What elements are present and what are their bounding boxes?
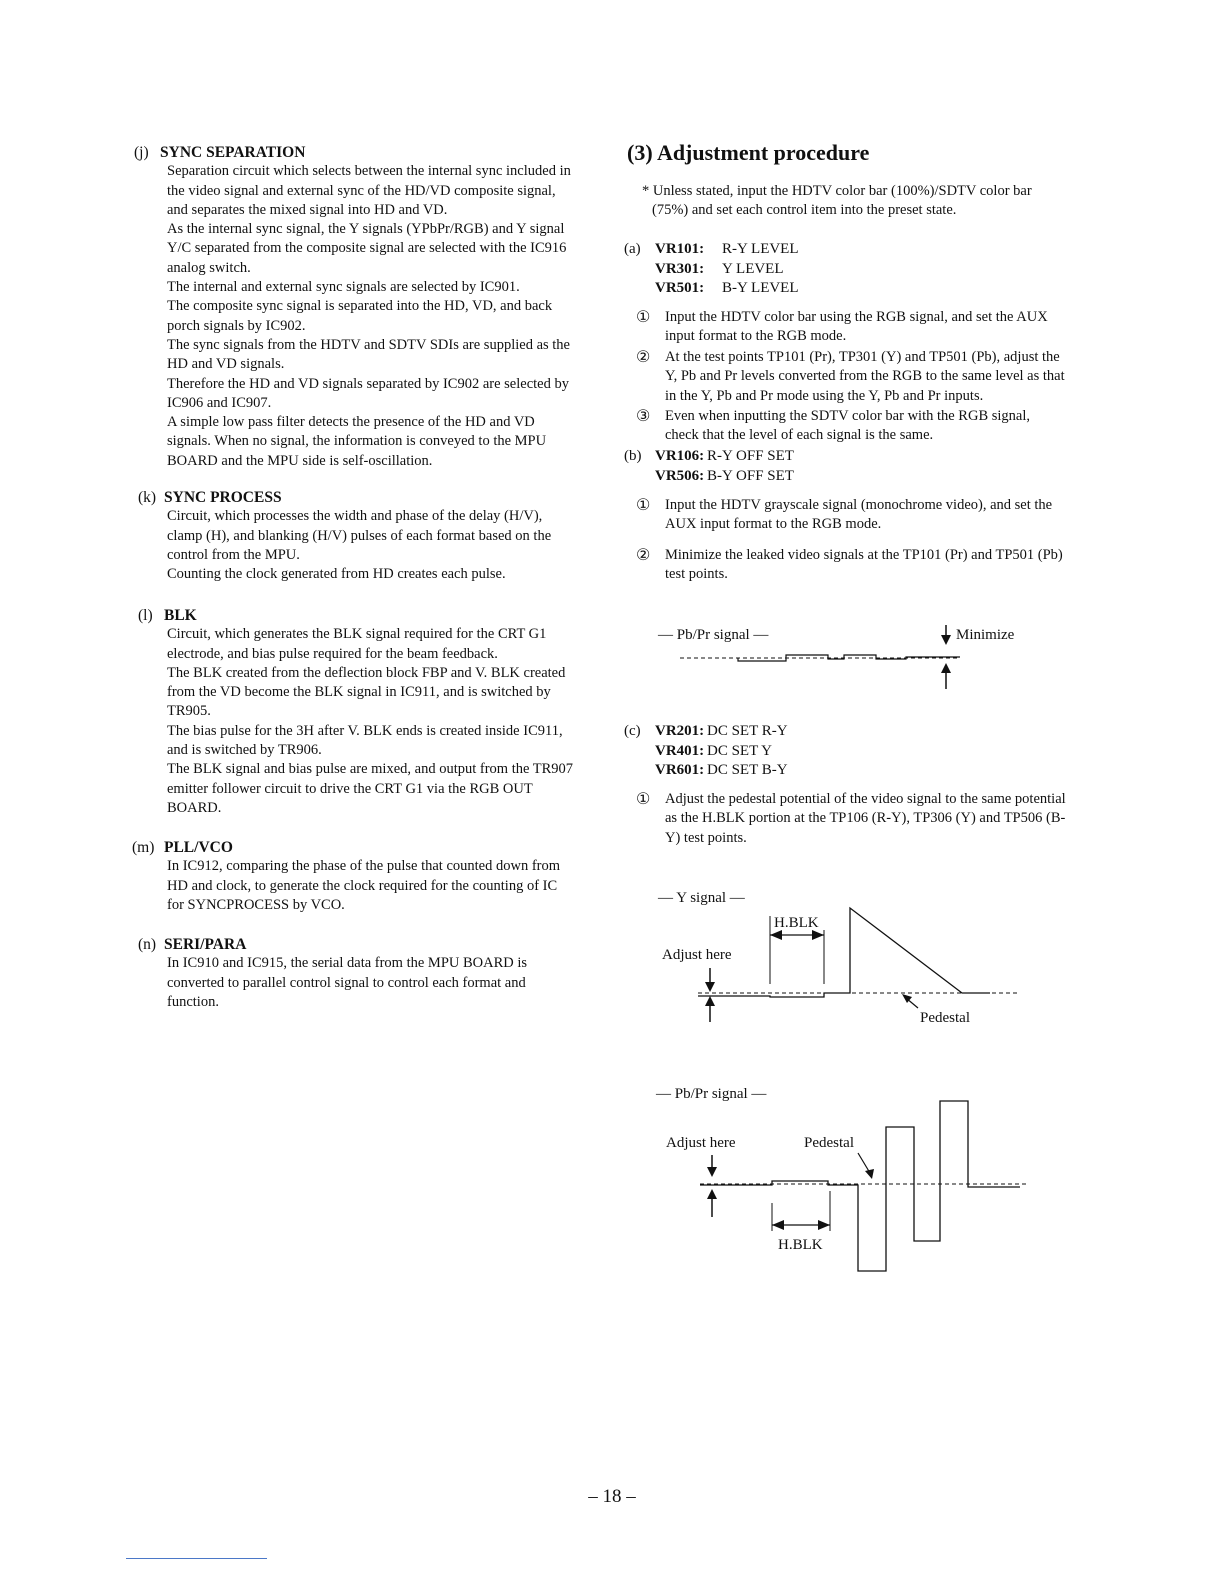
up-arrow xyxy=(941,663,951,689)
step-text: Even when inputting the SDTV color bar with the RGB signal, check that the level of each signal is the same. xyxy=(665,408,1031,444)
step-c-1 xyxy=(636,790,1066,848)
section-title: SERI/PARA xyxy=(164,936,247,953)
paragraph: The sync signals from the HDTV and SDTV SDIs are supplied as the HD and VD signals. xyxy=(167,336,570,373)
vr-list-b xyxy=(624,447,844,486)
section-sync-separation xyxy=(134,143,576,471)
section-seri-para xyxy=(138,935,576,1012)
paragraph: A simple low pass filter detects the presence of the HD and VD signals. When no signal, the information is conveyed to the MPU BOARD and the MPU side is self-oscillation. xyxy=(167,414,547,469)
signal-label: — Pb/Pr signal — xyxy=(658,627,769,643)
vr-list-a xyxy=(624,240,844,299)
adjust-up-arrow xyxy=(705,996,715,1022)
section-title: SYNC SEPARATION xyxy=(160,144,306,161)
item-label: (b) xyxy=(624,448,642,464)
vr-code: VR506: xyxy=(655,467,705,484)
paragraph: In IC910 and IC915, the serial data from the MPU BOARD is converted to parallel control signal to control each format and function. xyxy=(167,955,528,1010)
adjust-down-arrow xyxy=(707,1155,717,1177)
paragraph: The bias pulse for the 3H after V. BLK ends is created inside IC911, and is switched by TR906. xyxy=(167,722,563,759)
vr-name: DC SET Y xyxy=(707,742,773,759)
pbpr-minimize-diagram xyxy=(650,615,1030,695)
paragraph: The internal and external sync signals are selected by IC901. xyxy=(167,279,520,296)
paragraph: Counting the clock generated from HD creates each pulse. xyxy=(167,566,506,583)
vr-list-c xyxy=(624,722,844,781)
paragraph: The BLK signal and bias pulse are mixed, and output from the TR907 emitter follower circuit to drive the CRT G1 via the RGB OUT BOARD. xyxy=(167,761,574,816)
paragraph: The composite sync signal is separated into the HD, VD, and back porch signals by IC902. xyxy=(167,298,553,334)
section-pll-vco xyxy=(132,838,576,915)
vr-code: VR601: xyxy=(655,762,705,778)
vr-name: R-Y LEVEL xyxy=(722,241,799,257)
note: * Unless stated, input the HDTV color bar (100%)/SDTV color bar (75%) and set each control item into the preset state. xyxy=(642,183,1032,219)
step-a-3 xyxy=(636,407,1066,446)
pedestal-arrow xyxy=(858,1153,874,1179)
footer-rule xyxy=(126,1558,267,1559)
pedestal-label: Pedestal xyxy=(920,1010,970,1026)
down-arrow xyxy=(941,625,951,645)
step-a-1 xyxy=(636,308,1066,347)
vr-code: VR106: xyxy=(655,448,705,464)
vr-name: DC SET B-Y xyxy=(707,762,788,778)
signal-label: — Pb/Pr signal — xyxy=(656,1086,767,1102)
item-label: (c) xyxy=(624,723,641,739)
step-number: ① xyxy=(636,791,651,808)
section-title: SYNC PROCESS xyxy=(164,489,282,506)
paragraph: Circuit, which processes the width and phase of the delay (H/V), clamp (H), and blanking (H/V) pulses of each format based on the control from the MPU. xyxy=(167,508,552,563)
item-label: (a) xyxy=(624,241,641,257)
section-title: PLL/VCO xyxy=(164,839,233,856)
section-title: BLK xyxy=(164,607,197,624)
pbpr-waveform xyxy=(700,1101,1020,1271)
vr-code: VR401: xyxy=(655,742,705,759)
vr-name: B-Y LEVEL xyxy=(722,280,799,296)
section-label: (k) xyxy=(138,489,157,506)
vr-code: VR101: xyxy=(655,241,705,257)
vr-code: VR201: xyxy=(655,723,705,739)
vr-code: VR301: xyxy=(655,260,705,277)
step-b-1 xyxy=(636,496,1066,535)
adjustment-heading: (3) Adjustment procedure xyxy=(627,140,870,165)
vr-name: B-Y OFF SET xyxy=(707,467,794,484)
adjust-here-label: Adjust here xyxy=(666,1135,736,1151)
step-number: ① xyxy=(636,497,651,514)
paragraph: Separation circuit which selects between the internal sync included in the video signal and external sync of the HD/VD composite signal, and separates the mixed signal into HD and VD. xyxy=(167,163,571,218)
signal-label: — Y signal — xyxy=(658,890,745,906)
paragraph: In IC912, comparing the phase of the pulse that counted down from HD and clock, to generate the clock required for the counting of IC for SYNCPROCESS by VCO. xyxy=(167,858,561,913)
vr-name: Y LEVEL xyxy=(722,260,784,277)
section-label: (l) xyxy=(138,607,153,624)
pbpr-signal-diagram xyxy=(650,1075,1030,1275)
adjust-up-arrow xyxy=(707,1189,717,1217)
step-b-2 xyxy=(636,546,1066,585)
step-text: Minimize the leaked video signals at the TP101 (Pr) and TP501 (Pb) test points. xyxy=(665,547,1063,583)
y-signal-diagram xyxy=(650,880,1030,1030)
y-waveform xyxy=(698,908,990,997)
section-sync-process xyxy=(138,488,576,584)
section-label: (j) xyxy=(134,144,149,161)
step-a-2 xyxy=(636,348,1066,406)
step-text: Input the HDTV grayscale signal (monochrome video), and set the AUX input format to the RGB mode. xyxy=(665,497,1053,533)
vr-code: VR501: xyxy=(655,280,705,296)
paragraph: Circuit, which generates the BLK signal required for the CRT G1 electrode, and bias pulse required for the beam feedback. xyxy=(167,626,547,662)
step-text: At the test points TP101 (Pr), TP301 (Y) and TP501 (Pb), adjust the Y, Pb and Pr levels converted from the RGB to the same level as that in the Y, Pb and Pr mode using the Y, Pb and Pr inputs. xyxy=(665,349,1065,404)
section-blk xyxy=(138,606,576,818)
pedestal-arrow xyxy=(902,994,918,1008)
adjust-here-label: Adjust here xyxy=(662,947,732,963)
paragraph: Therefore the HD and VD signals separated by IC902 are selected by IC906 and IC907. xyxy=(167,375,569,411)
vr-name: DC SET R-Y xyxy=(707,723,788,739)
minimize-label: Minimize xyxy=(956,627,1015,643)
step-number: ② xyxy=(636,349,651,366)
hblk-span-arrow xyxy=(772,1191,830,1231)
section-label: (n) xyxy=(138,936,157,953)
step-text: Input the HDTV color bar using the RGB signal, and set the AUX input format to the RGB mode. xyxy=(665,309,1048,345)
pedestal-label: Pedestal xyxy=(804,1135,854,1151)
hblk-label: H.BLK xyxy=(778,1237,823,1253)
paragraph: The BLK created from the deflection block FBP and V. BLK created from the VD become the BLK signal in IC911, and is switched by TR905. xyxy=(167,664,566,720)
step-number: ③ xyxy=(636,408,651,425)
section-label: (m) xyxy=(132,839,155,856)
page-number: – 18 – xyxy=(588,1486,636,1507)
step-text: Adjust the pedestal potential of the video signal to the same potential as the H.BLK portion at the TP106 (R-Y), TP306 (Y) and TP506 (B-Y) test points. xyxy=(665,791,1066,846)
adjust-down-arrow xyxy=(705,968,715,992)
step-number: ① xyxy=(636,309,651,326)
vr-name: R-Y OFF SET xyxy=(707,448,794,464)
paragraph: As the internal sync signal, the Y signals (YPbPr/RGB) and Y signal Y/C separated from the composite signal are selected with the IC916 analog switch. xyxy=(167,221,567,276)
step-number: ② xyxy=(636,547,651,564)
hblk-label: H.BLK xyxy=(774,915,819,931)
